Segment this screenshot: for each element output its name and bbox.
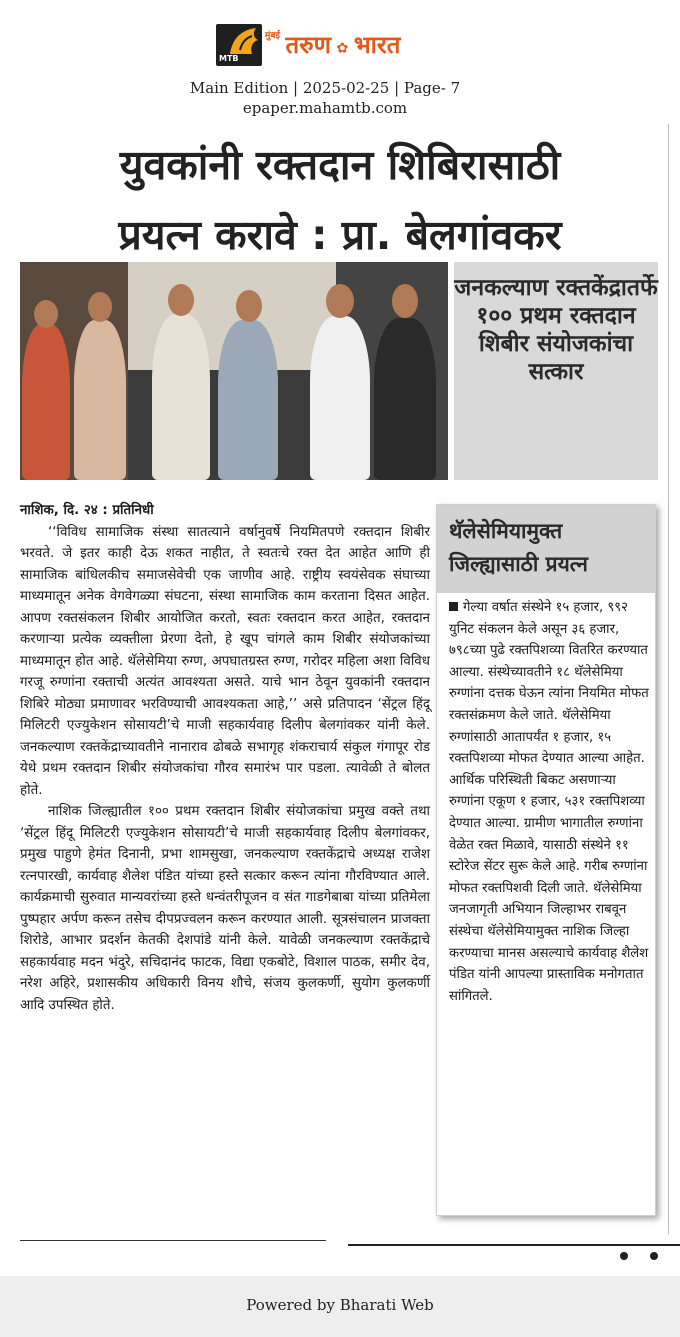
lion-emblem-icon [222, 24, 262, 58]
infobox-text: गेल्या वर्षात संस्थेने १५ हजार, ९९२ युनिट संकलन केले असून ३६ हजार, ७९८च्या पुढे रक्तपिशव्या वितरित करण्यात आल्या. संस्थेच्यावतीने १८ थॅलेसेमिया रुग्णांना दत्तक घेऊन त्यांना नियमित मोफत रक्तसंक्रमण केले जाते. थॅलेसेमिया रुग्णांसाठी आतापर्यंत १ हजार, १५ रक्तपिशव्या मोफत देण्यात आल्या आहेत. आर्थिक परिस्थिती बिकट असणाऱ्या रुग्णांना एकूण १ हजार, ५३१ रक्तपिशव्या देण्यात आल्या. ग्रामीण भागातील रुग्णांना वेळेत रक्त मिळावे, यासाठी संस्थेने ११ स्टोरेज सेंटर सुरू केले आहे. गरीब रुग्णांना मोफत रक्तपिशवी दिली जाते. थॅलेसेमिया जनजागृती अभियान जिल्हाभर राबवून संस्थेचा थॅलेसेमियामुक्त नाशिक जिल्हा करण्याचा मानस असल्याचे कार्यवाह शैलेश पंडित यांनी आपल्या प्रास्ताविक मनोगतात सांगितले. [449, 600, 649, 1004]
footer [0, 1276, 680, 1337]
person-head [392, 284, 418, 318]
person-head [326, 284, 354, 318]
photo-caption-box [454, 262, 658, 480]
article-end-rule [20, 1240, 326, 1241]
person-figure [22, 324, 70, 480]
brand-word-1: तरुण [285, 31, 331, 59]
article-body [20, 500, 430, 1016]
square-bullet-icon [449, 602, 458, 611]
article-paragraph-1: ‘‘विविध सामाजिक संस्था सातत्याने वर्षानुवर्षे नियमितपणे रक्तदान शिबीर भरवते. जे इतर काही देऊ शकत नाहीत, ते स्वतःचे रक्त देत आहेत आणि ही सामाजिक बांधिलकीच समाजसेवेची एक जाणीव आहे. राष्ट्रीय स्वयंसेवक संघाच्या माध्यमातून अनेक वेगवेगळ्या संघटना, संस्था सामाजिक काम करताना दिसत आहेत. आपण रक्तसंकलन शिबीर आयोजित करतो, स्वतः रक्तदान करत आहेत, रक्तदान करणाऱ्या प्रत्येक व्यक्तीला प्रेरणा देतो, हे खूप चांगले काम शिबीर संयोजकांच्या माध्यमातून होत आहे. थॅलेसेमिया रुग्ण, अपघातग्रस्त रुग्ण, गरोदर महिला अशा विविध गरजू रुग्णांना रक्ताची अत्यंत आवश्यता असते. याचे भान ठेवून युवकांनी रक्तदान शिबिरे मोठ्या प्रमाणावर भरविण्याची आवश्यकता आहे,’’ असे प्रतिपादन ‘सेंट्रल हिंदू मिलिटरी एज्युकेशन सोसायटी’चे माजी सहकार्यवाह दिलीप बेलगांवकर यांनी केले. जनकल्याण रक्तकेंद्राच्यावतीने नानाराव ढोबळे सभागृह शंकराचार्य संकुल गंगापूर रोड येथे प्रथम रक्तदान शिबीर संयोजकांचा गौरव समारंभ पार पडला. त्यावेळी ते बोलत होते. [20, 524, 430, 798]
article-paragraph-2: नाशिक जिल्ह्यातील १०० प्रथम रक्तदान शिबीर संयोजकांचा प्रमुख वक्ते तथा ‘सेंट्रल हिंदू मिलिटरी एज्युकेशन सोसायटी’चे माजी सहकार्यवाह दिलीप बेलगांवकर, प्रमुख पाहुणे हेमंत दिनानी, प्रभा शामसुखा, जनकल्याण रक्तकेंद्राचे अध्यक्ष राजेश रत्नपारखी, कार्यवाह शैलेश पंडित यांच्या हस्ते सत्कार करून त्यांना गौरविण्यात आले. कार्यक्रमाची सुरुवात मान्यवरांच्या हस्ते धन्वंतरीपूजन व संत गाडगेबाबा यांच्या प्रतिमेला पुष्पहार अर्पण करून तसेच दीपप्रज्वलन करून करण्यात आली. सूत्रसंचालन प्राजक्ता शिरोडे, आभार प्रदर्शन केतकी देशपांडे यांनी केले. यावेळी जनकल्याण रक्तकेंद्राचे सहकार्यवाह मदन भंदुरे, सचिदानंद फाटक, विद्या एकबोटे, विशाल पाठक, समीर देव, नरेश अहिरे, प्रशासकीय अधिकारी विनय शौचे, संजय कुलकर्णी, सुयोग कुलकर्णी आदि उपस्थित होते. [20, 804, 430, 1013]
edition-info: Main Edition | 2025-02-25 | Page- 7 [189, 79, 461, 97]
event-photo [20, 262, 448, 480]
brand-prefix: मुंबई [265, 31, 280, 41]
ornament-dot [650, 1252, 658, 1260]
person-head [88, 292, 112, 322]
headline-line-2: प्रयत्न करावे : प्रा. बेलगांवकर [118, 211, 562, 259]
epaper-url[interactable]: epaper.mahamtb.com [242, 99, 408, 117]
powered-by-link[interactable]: Powered by Bharati Web [246, 1296, 434, 1314]
masthead [0, 18, 680, 70]
person-figure [310, 316, 370, 480]
sidebar-infobox [436, 504, 656, 1216]
logo-small-text: MTB [219, 54, 239, 63]
person-figure [152, 314, 210, 480]
brand-name [265, 28, 400, 61]
photo-caption: जनकल्याण रक्तकेंद्रातर्फे १०० प्रथम रक्तदान शिबीर संयोजकांचा सत्कार [454, 275, 658, 385]
person-head [236, 290, 262, 322]
person-head [34, 300, 58, 328]
infobox-header [437, 505, 655, 593]
person-figure [374, 318, 436, 480]
brand-word-2: भारत [353, 31, 401, 59]
person-figure [218, 320, 278, 480]
infobox-heading: थॅलेसेमियामुक्त जिल्ह्यासाठी प्रयत्न [449, 519, 588, 576]
next-article-edge [348, 1244, 680, 1258]
page-edge-divider [668, 124, 669, 1234]
person-head [168, 284, 194, 316]
person-figure [74, 320, 126, 480]
infobox-body [449, 597, 649, 1007]
headline-line-1: युवकांनी रक्तदान शिबिरासाठी [119, 141, 561, 189]
lotus-icon: ✿ [336, 40, 349, 57]
ornament-dot [620, 1252, 628, 1260]
article-dateline: नाशिक, दि. २४ : प्रतिनिधी [20, 503, 154, 518]
tarun-bharat-logo [216, 24, 262, 66]
